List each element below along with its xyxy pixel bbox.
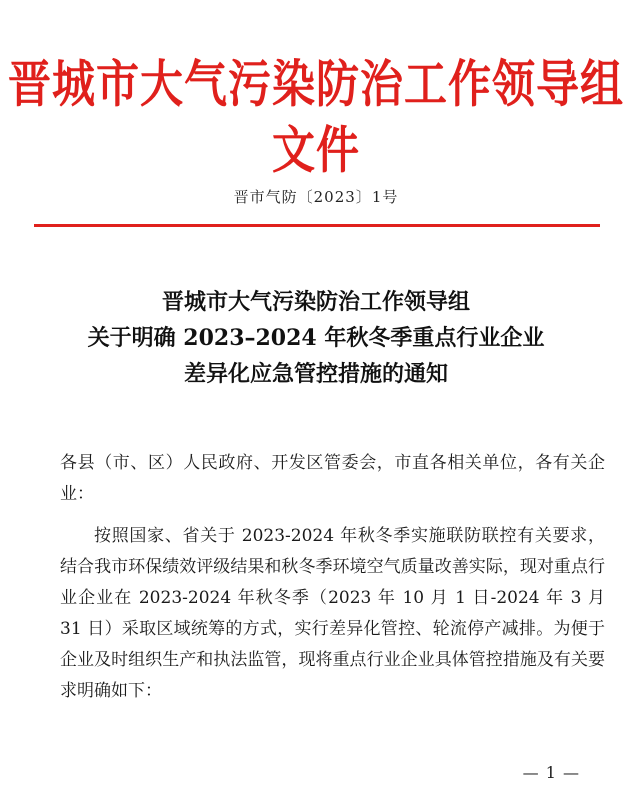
title-line-3: 差异化应急管控措施的通知	[183, 361, 448, 387]
title-line-2: 关于明确 2023–2024 年秋冬季重点行业企业	[87, 325, 545, 351]
document-number: 晋市气防〔2023〕1号	[233, 188, 399, 206]
page-number: — 1 —	[522, 763, 580, 782]
salutation: 各县（市、区）人民政府、开发区管委会，市直各相关单位，各有关企业：	[60, 453, 605, 504]
red-divider-rule	[34, 224, 600, 227]
issuer-header: 晋城市大气污染防治工作领导组文件	[8, 55, 624, 181]
document-title	[0, 284, 632, 392]
title-line-1: 晋城市大气污染防治工作领导组	[161, 289, 470, 315]
body-paragraph: 按照国家、省关于 2023-2024 年秋冬季实施联防联控有关要求，结合我市环保绩效评级结果和秋冬季环境空气质量改善实际，现对重点行业企业在 2023-2024 年秋冬季（2023 年 10 月 1 日-2024 年 3 月 31 日）采取区域统筹的方式，实行差异化管控、轮流停产减排。为便于企业及时组织生产和执法监管，现将重点行业企业具体管控措施及有关要求明确如下：	[60, 526, 605, 701]
